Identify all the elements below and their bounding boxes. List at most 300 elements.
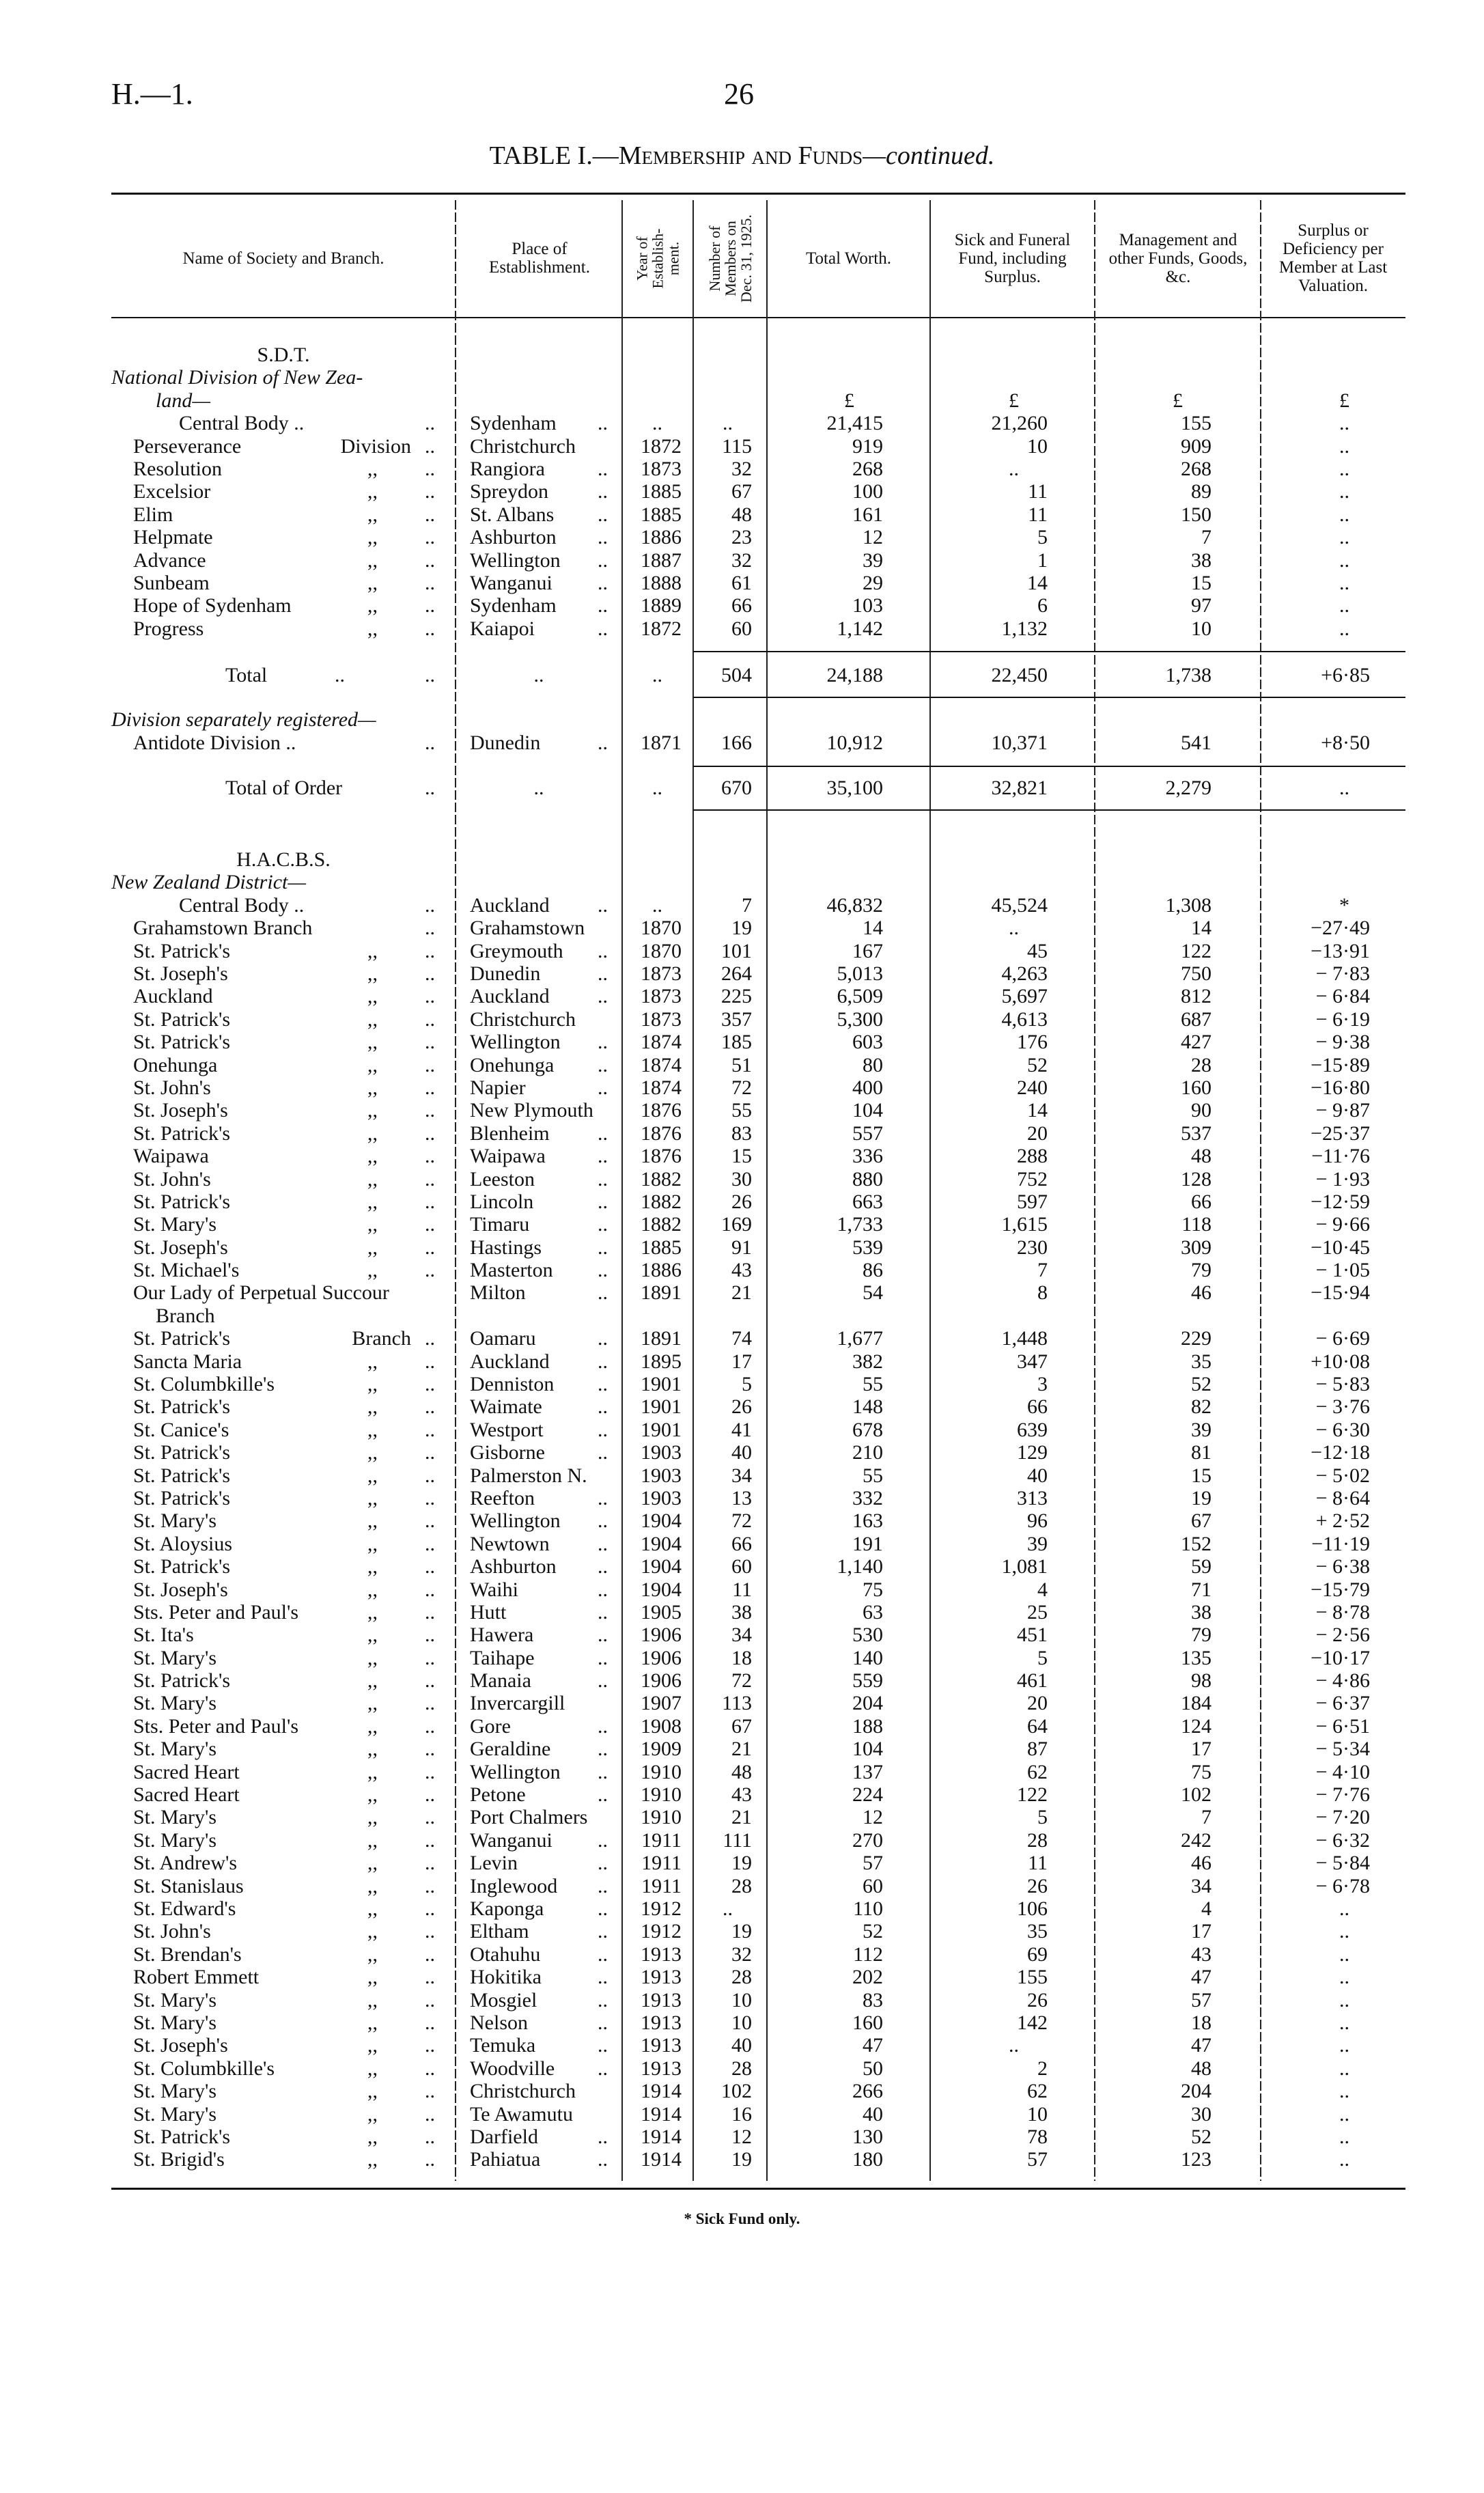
sick-funeral-fund: 39 (1027, 1532, 1048, 1555)
header-members (693, 200, 767, 316)
table-row (0, 1145, 1484, 1167)
branch-name: Central Body .. (179, 893, 305, 917)
name-qualifier: ,, (367, 2125, 378, 2148)
table-title (0, 141, 1484, 171)
dot-leader: .. (598, 1281, 608, 1305)
dot-leader: .. (425, 1486, 435, 1509)
year-established: 1882 (641, 1190, 682, 1213)
management-funds: 14 (1191, 917, 1212, 940)
members-count: 19 (731, 1852, 752, 1875)
place-of-establishment: .. (533, 777, 544, 800)
dot-leader: .. (598, 1076, 608, 1099)
dot-leader: .. (425, 1874, 435, 1897)
management-funds: 97 (1191, 594, 1212, 617)
dot-leader: .. (425, 939, 435, 962)
surplus-deficiency: +10·08 (1311, 1350, 1370, 1373)
table-row (0, 1373, 1484, 1395)
total-worth: 52 (863, 1920, 883, 1943)
management-funds: 38 (1191, 548, 1212, 572)
total-worth: 400 (852, 1076, 883, 1099)
year-established: 1872 (641, 617, 682, 640)
table-row (0, 1213, 1484, 1236)
total-worth: 10,912 (826, 731, 883, 754)
sick-funeral-fund: 5 (1037, 526, 1048, 549)
total-rule (693, 651, 1405, 652)
year-established: 1906 (641, 1669, 682, 1693)
surplus-deficiency: −13·91 (1311, 939, 1370, 962)
branch-name: Sts. Peter and Paul's (133, 1714, 299, 1738)
branch-name: Our Lady of Perpetual Succour (133, 1281, 389, 1305)
members-count: 19 (731, 1920, 752, 1943)
place-of-establishment: Hutt (470, 1600, 507, 1624)
dot-leader: .. (425, 571, 435, 594)
members-count: 185 (721, 1031, 752, 1054)
management-funds: 15 (1191, 571, 1212, 594)
management-funds: 184 (1181, 1692, 1212, 1715)
branch-name: Central Body .. (179, 412, 305, 435)
year-established: 1871 (641, 731, 682, 754)
name-qualifier: ,, (367, 1920, 378, 1943)
branch-name: St. Patrick's (133, 2125, 231, 2148)
table-row (0, 1487, 1484, 1509)
sick-funeral-fund: 26 (1027, 1874, 1048, 1897)
members-count: 166 (721, 731, 752, 754)
total-worth: 83 (863, 1988, 883, 2011)
name-qualifier: ,, (367, 1874, 378, 1897)
members-count: 23 (731, 526, 752, 549)
name-qualifier: ,, (367, 1555, 378, 1578)
management-funds: 152 (1181, 1532, 1212, 1555)
dot-leader: .. (425, 1190, 435, 1213)
management-funds: 309 (1181, 1236, 1212, 1259)
place-of-establishment: Petone (470, 1783, 526, 1807)
branch-name: St. Joseph's (133, 1236, 228, 1259)
surplus-deficiency: −15·89 (1311, 1053, 1370, 1076)
surplus-deficiency: − 9·87 (1315, 1099, 1370, 1122)
surplus-deficiency: .. (1339, 457, 1349, 480)
total-worth: 161 (852, 503, 883, 526)
branch-name: St. Patrick's (133, 1007, 231, 1031)
surplus-deficiency: − 9·38 (1315, 1031, 1370, 1054)
branch-name: St. Joseph's (133, 2034, 228, 2057)
dot-leader: .. (598, 1555, 608, 1578)
sick-funeral-fund: 69 (1027, 1942, 1048, 1966)
table-row (0, 526, 1484, 548)
sick-funeral-fund: 52 (1027, 1053, 1048, 1076)
dot-leader: .. (598, 1738, 608, 1761)
surplus-deficiency: .. (1339, 1988, 1349, 2011)
place-of-establishment: Reefton (470, 1486, 535, 1509)
dot-leader: .. (598, 571, 608, 594)
name-qualifier: ,, (367, 2057, 378, 2080)
dot-leader: .. (425, 1692, 435, 1715)
sick-funeral-fund: 64 (1027, 1714, 1048, 1738)
members-count: 72 (731, 1076, 752, 1099)
sick-funeral-fund: 10 (1027, 434, 1048, 458)
total-worth: 160 (852, 2011, 883, 2034)
table-row (0, 1236, 1484, 1259)
total-rule (693, 809, 1405, 811)
place-of-establishment: Kaiapoi (470, 617, 535, 640)
total-worth: 5,300 (837, 1007, 883, 1031)
header-members-line: Dec. 31, 1925. (737, 214, 755, 303)
sick-funeral-fund: 10,371 (991, 731, 1048, 754)
year-established: .. (652, 777, 662, 800)
surplus-deficiency: − 7·20 (1315, 1806, 1370, 1829)
surplus-deficiency: − 1·05 (1315, 1259, 1370, 1282)
management-funds: 102 (1181, 1783, 1212, 1807)
members-count: 21 (731, 1806, 752, 1829)
table-row (0, 1578, 1484, 1601)
table-row (0, 503, 1484, 526)
table-row (0, 572, 1484, 594)
row-label: New Zealand District— (111, 871, 307, 894)
year-established: 1873 (641, 962, 682, 985)
year-established: 1873 (641, 985, 682, 1008)
sick-funeral-fund: 11 (1028, 480, 1048, 503)
year-established: 1911 (641, 1852, 682, 1875)
management-funds: £ (1173, 389, 1183, 412)
dot-leader: .. (425, 1350, 435, 1373)
surplus-deficiency: − 9·66 (1315, 1213, 1370, 1236)
year-established: 1914 (641, 2148, 682, 2171)
dot-leader: .. (425, 2080, 435, 2103)
members-count: 51 (731, 1053, 752, 1076)
dot-leader: .. (598, 731, 608, 754)
members-count: 66 (731, 594, 752, 617)
surplus-deficiency: − 6·84 (1315, 985, 1370, 1008)
sick-funeral-fund: 11 (1028, 1852, 1048, 1875)
table-row (0, 1395, 1484, 1418)
dot-leader: .. (425, 1076, 435, 1099)
table-row (0, 1509, 1484, 1532)
management-funds: 7 (1201, 1806, 1212, 1829)
place-of-establishment: Gisborne (470, 1441, 545, 1464)
sick-funeral-fund: 20 (1027, 1692, 1048, 1715)
place-of-establishment: Wanganui (470, 571, 552, 594)
dot-leader: .. (425, 1783, 435, 1807)
dot-leader: .. (425, 1509, 435, 1533)
members-count: 83 (731, 1122, 752, 1145)
members-count: 15 (731, 1145, 752, 1168)
dot-leader: .. (598, 1714, 608, 1738)
management-funds: 268 (1181, 457, 1212, 480)
members-count: 17 (731, 1350, 752, 1373)
sick-funeral-fund: 347 (1017, 1350, 1048, 1373)
header-year-line: ment. (664, 241, 682, 275)
surplus-deficiency: − 2·56 (1315, 1624, 1370, 1647)
dot-leader: .. (425, 2011, 435, 2034)
year-established: 1874 (641, 1031, 682, 1054)
total-worth: 332 (852, 1486, 883, 1509)
name-qualifier: ,, (367, 480, 378, 503)
name-qualifier: ,, (367, 1532, 378, 1555)
management-funds: 47 (1191, 2034, 1212, 2057)
year-established: 1907 (641, 1692, 682, 1715)
sick-funeral-fund: 230 (1017, 1236, 1048, 1259)
total-worth: 103 (852, 594, 883, 617)
year-established: 1889 (641, 594, 682, 617)
branch-name: Hope of Sydenham (133, 594, 292, 617)
management-funds: 98 (1191, 1669, 1212, 1693)
branch-name: Sunbeam (133, 571, 210, 594)
table-row (0, 2126, 1484, 2148)
place-of-establishment: Manaia (470, 1669, 531, 1693)
total-worth: 104 (852, 1738, 883, 1761)
place-of-establishment: Invercargill (470, 1692, 565, 1715)
surplus-deficiency: − 6·30 (1315, 1418, 1370, 1441)
surplus-deficiency: * (1339, 893, 1349, 917)
year-established: 1913 (641, 1988, 682, 2011)
surplus-deficiency: .. (1339, 594, 1349, 617)
dot-leader: .. (425, 480, 435, 503)
row-label: S.D.T. (257, 344, 310, 366)
district-heading (0, 389, 1484, 412)
members-count: 169 (721, 1213, 752, 1236)
sick-funeral-fund: 6 (1037, 594, 1048, 617)
sick-funeral-fund: .. (1009, 457, 1019, 480)
branch-name: St. Patrick's (133, 1190, 231, 1213)
members-count: 34 (731, 1464, 752, 1487)
place-of-establishment: Taihape (470, 1646, 535, 1669)
surplus-deficiency: − 7·76 (1315, 1783, 1370, 1807)
year-established: 1885 (641, 1236, 682, 1259)
place-of-establishment: Ashburton (470, 526, 557, 549)
total-worth: 55 (863, 1373, 883, 1396)
year-established: 1903 (641, 1486, 682, 1509)
header-members-line: Number of (705, 225, 723, 291)
surplus-deficiency: .. (1339, 526, 1349, 549)
place-of-establishment: Lincoln (470, 1190, 534, 1213)
name-qualifier: ,, (367, 1646, 378, 1669)
surplus-deficiency: .. (1339, 2102, 1349, 2126)
dot-leader: .. (425, 1259, 435, 1282)
total-worth: 12 (863, 1806, 883, 1829)
members-count: 504 (721, 664, 752, 687)
members-count: 264 (721, 962, 752, 985)
place-of-establishment: Pahiatua (470, 2148, 541, 2171)
name-qualifier: ,, (367, 1213, 378, 1236)
total-rule (693, 766, 1405, 767)
place-of-establishment: Hawera (470, 1624, 534, 1647)
total-worth: 80 (863, 1053, 883, 1076)
sick-funeral-fund: 26 (1027, 1988, 1048, 2011)
name-qualifier: ,, (367, 1669, 378, 1693)
name-qualifier: ,, (367, 1190, 378, 1213)
name-qualifier: ,, (367, 1624, 378, 1647)
dot-leader: .. (598, 1783, 608, 1807)
members-count: 670 (721, 777, 752, 800)
sick-funeral-fund: 5 (1037, 1646, 1048, 1669)
place-of-establishment: Masterton (470, 1259, 553, 1282)
dot-leader: .. (425, 1828, 435, 1852)
year-established: 1911 (641, 1828, 682, 1852)
branch-name: St. Ita's (133, 1624, 194, 1647)
sick-funeral-fund: 11 (1028, 503, 1048, 526)
name-qualifier: ,, (367, 1053, 378, 1076)
branch-name: Perseverance (133, 434, 242, 458)
year-established: 1910 (641, 1760, 682, 1783)
year-established: 1904 (641, 1578, 682, 1601)
name-qualifier: ,, (367, 1418, 378, 1441)
sick-funeral-fund: 1,615 (1001, 1213, 1048, 1236)
table-row (0, 1122, 1484, 1145)
place-of-establishment: Geraldine (470, 1738, 551, 1761)
sick-funeral-fund: 28 (1027, 1828, 1048, 1852)
surplus-deficiency: − 6·19 (1315, 1007, 1370, 1031)
dot-leader: .. (598, 1031, 608, 1054)
dot-leader: .. (425, 594, 435, 617)
total-worth: 21,415 (826, 412, 883, 435)
management-funds: 43 (1191, 1942, 1212, 1966)
surplus-deficiency: − 4·86 (1315, 1669, 1370, 1693)
table-row (0, 2034, 1484, 2057)
dot-leader: .. (598, 594, 608, 617)
name-qualifier: ,, (367, 2080, 378, 2103)
place-of-establishment: Eltham (470, 1920, 529, 1943)
dot-leader: .. (598, 1828, 608, 1852)
dot-leader: .. (598, 1122, 608, 1145)
name-qualifier: ,, (367, 1738, 378, 1761)
dot-leader: .. (598, 1395, 608, 1419)
surplus-deficiency: − 6·69 (1315, 1327, 1370, 1350)
members-count: 21 (731, 1281, 752, 1305)
total-worth: 5,013 (837, 962, 883, 985)
place-of-establishment: Christchurch (470, 434, 576, 458)
management-funds: 19 (1191, 1486, 1212, 1509)
header-year (622, 200, 693, 316)
name-qualifier: .. (335, 664, 345, 687)
management-funds: 124 (1181, 1714, 1212, 1738)
total-worth: 24,188 (826, 664, 883, 687)
total-worth: 559 (852, 1669, 883, 1693)
header-total-worth: Total Worth. (806, 249, 891, 268)
management-funds: 35 (1191, 1350, 1212, 1373)
title-suffix: —continued. (863, 141, 995, 170)
management-funds: 229 (1181, 1327, 1212, 1350)
name-qualifier: ,, (367, 1464, 378, 1487)
surplus-deficiency: +8·50 (1321, 731, 1370, 754)
table-row (0, 1259, 1484, 1281)
total-worth: 60 (863, 1874, 883, 1897)
name-qualifier: ,, (367, 1988, 378, 2011)
dot-leader: .. (425, 1031, 435, 1054)
management-funds: 1,308 (1165, 893, 1212, 917)
document-reference: H.—1. (111, 77, 193, 111)
table-row (0, 1419, 1484, 1441)
total-worth: 100 (852, 480, 883, 503)
management-funds: 537 (1181, 1122, 1212, 1145)
dot-leader: .. (598, 1920, 608, 1943)
year-established: 1882 (641, 1167, 682, 1190)
surplus-deficiency: .. (1339, 1920, 1349, 1943)
surplus-deficiency: − 6·37 (1315, 1692, 1370, 1715)
management-funds: 909 (1181, 434, 1212, 458)
dot-leader: .. (425, 1738, 435, 1761)
management-funds: 52 (1191, 2125, 1212, 2148)
surplus-deficiency: .. (1339, 2057, 1349, 2080)
members-count: 48 (731, 1760, 752, 1783)
sick-funeral-fund: 20 (1027, 1122, 1048, 1145)
place-of-establishment: Wellington (470, 1031, 561, 1054)
sick-funeral-fund: 461 (1017, 1669, 1048, 1693)
sick-funeral-fund: 240 (1017, 1076, 1048, 1099)
district-heading (0, 871, 1484, 893)
total-worth: 50 (863, 2057, 883, 2080)
dot-leader: .. (425, 1099, 435, 1122)
surplus-deficiency: − 1·93 (1315, 1167, 1370, 1190)
place-of-establishment: Onehunga (470, 1053, 555, 1076)
place-of-establishment: New Plymouth (470, 1099, 593, 1122)
management-funds: 39 (1191, 1418, 1212, 1441)
place-of-establishment: Inglewood (470, 1874, 558, 1897)
surplus-deficiency: .. (1339, 1942, 1349, 1966)
members-count: 225 (721, 985, 752, 1008)
table-row (0, 458, 1484, 480)
place-of-establishment: Kaponga (470, 1897, 544, 1920)
members-count: 43 (731, 1783, 752, 1807)
members-count: 67 (731, 1714, 752, 1738)
surplus-deficiency: −27·49 (1311, 917, 1370, 940)
branch-name: St. Patrick's (133, 1031, 231, 1054)
district-heading (0, 366, 1484, 389)
total-worth: 603 (852, 1031, 883, 1054)
year-established: 1895 (641, 1350, 682, 1373)
place-of-establishment: Wellington (470, 548, 561, 572)
place-of-establishment: Napier (470, 1076, 526, 1099)
total-worth: 14 (863, 917, 883, 940)
dot-leader: .. (425, 917, 435, 940)
year-established: 1914 (641, 2102, 682, 2126)
sick-funeral-fund: 4,263 (1001, 962, 1048, 985)
name-qualifier: ,, (367, 1509, 378, 1533)
table-row (0, 1305, 1484, 1327)
members-count: 32 (731, 1942, 752, 1966)
dot-leader: .. (425, 1624, 435, 1647)
sick-funeral-fund: 597 (1017, 1190, 1048, 1213)
total-worth: 47 (863, 2034, 883, 2057)
place-of-establishment: Christchurch (470, 1007, 576, 1031)
total-worth: 202 (852, 1966, 883, 1989)
year-established: 1888 (641, 571, 682, 594)
total-worth: 224 (852, 1783, 883, 1807)
total-worth: 140 (852, 1646, 883, 1669)
total-worth: 191 (852, 1532, 883, 1555)
sick-funeral-fund: 1,132 (1001, 617, 1048, 640)
table-row (0, 1692, 1484, 1714)
management-funds: 59 (1191, 1555, 1212, 1578)
management-funds: 79 (1191, 1624, 1212, 1647)
dot-leader: .. (425, 893, 435, 917)
table-row (0, 1601, 1484, 1624)
year-established: 1876 (641, 1145, 682, 1168)
header-sick-fund: Sick and Funeral Fund, including Surplus. (954, 230, 1071, 286)
sick-funeral-fund: 4 (1037, 1578, 1048, 1601)
management-funds: 17 (1191, 1920, 1212, 1943)
management-funds: 89 (1191, 480, 1212, 503)
table-row (0, 1806, 1484, 1828)
management-funds: 75 (1191, 1760, 1212, 1783)
sick-funeral-fund: 45,524 (991, 893, 1048, 917)
year-established: 1887 (641, 548, 682, 572)
table-row (0, 2148, 1484, 2171)
branch-name: Sancta Maria (133, 1350, 242, 1373)
branch-name: St. Stanislaus (133, 1874, 244, 1897)
dot-leader: .. (598, 1874, 608, 1897)
dot-leader: .. (425, 777, 435, 800)
dot-leader: .. (425, 2102, 435, 2126)
members-count: 12 (731, 2125, 752, 2148)
